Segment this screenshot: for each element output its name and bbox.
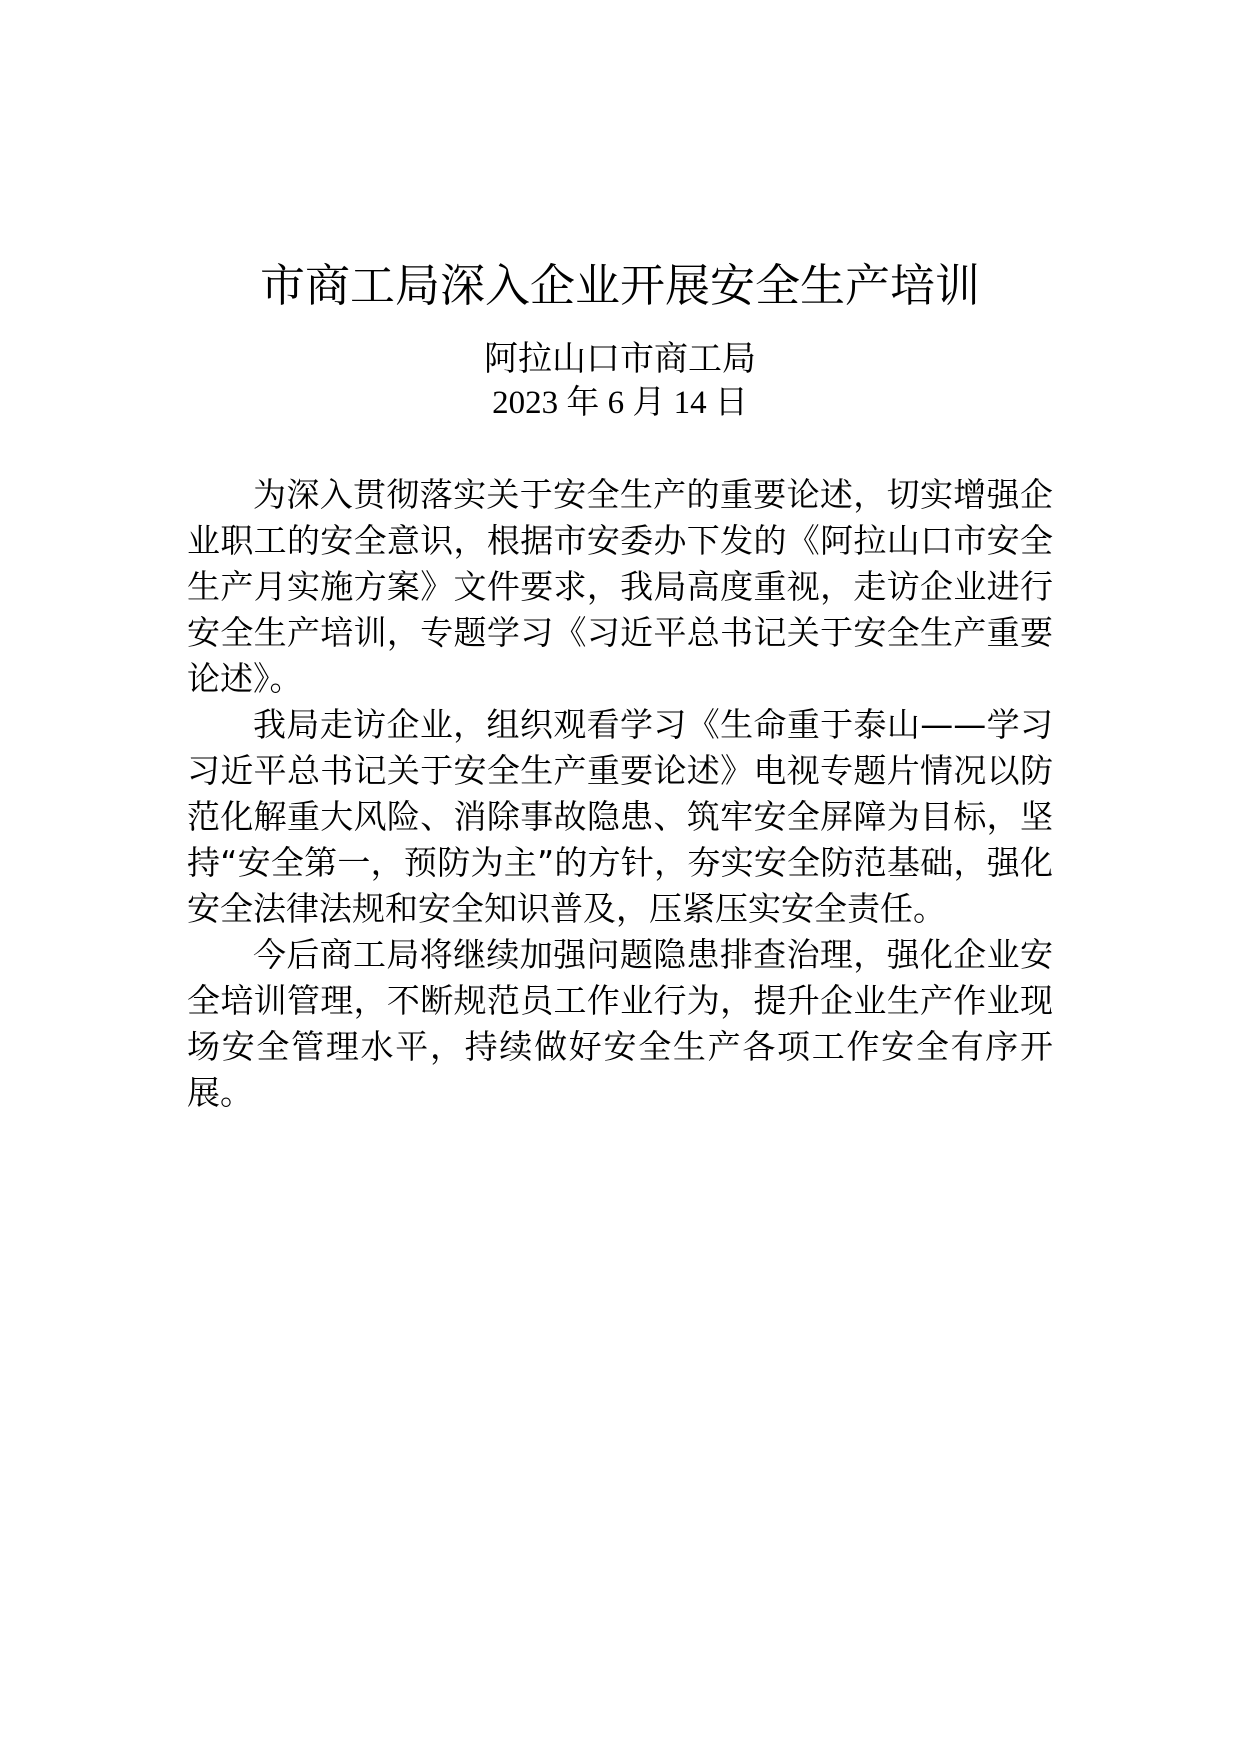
issuing-organization: 阿拉山口市商工局 [484, 339, 756, 379]
document-body [187, 472, 1053, 1116]
document-title: 市商工局深入企业开展安全生产培训 [259, 259, 980, 312]
publish-date: 2023 年 6 月 14 日 [492, 385, 748, 421]
body-paragraph: 为深入贯彻落实关于安全生产的重要论述，切实增强企业职工的安全意识，根据市安委办下发的《阿拉山口市安全生产月实施方案》文件要求，我局高度重视，走访企业进行安全生产培训，专题学习《习近平总书记关于安全生产重要论述》。 [187, 475, 1053, 698]
body-paragraph: 今后商工局将继续加强问题隐患排查治理，强化企业安全培训管理，不断规范员工作业行为，提升企业生产作业现场安全管理水平，持续做好安全生产各项工作安全有序开展。 [187, 935, 1053, 1112]
body-paragraph: 我局走访企业，组织观看学习《生命重于泰山——学习习近平总书记关于安全生产重要论述》电视专题片情况以防范化解重大风险、消除事故隐患、筑牢安全屏障为目标，坚持“安全第一，预防为主”的方针，夯实安全防范基础，强化安全法律法规和安全知识普及，压紧压实安全责任。 [187, 705, 1053, 928]
